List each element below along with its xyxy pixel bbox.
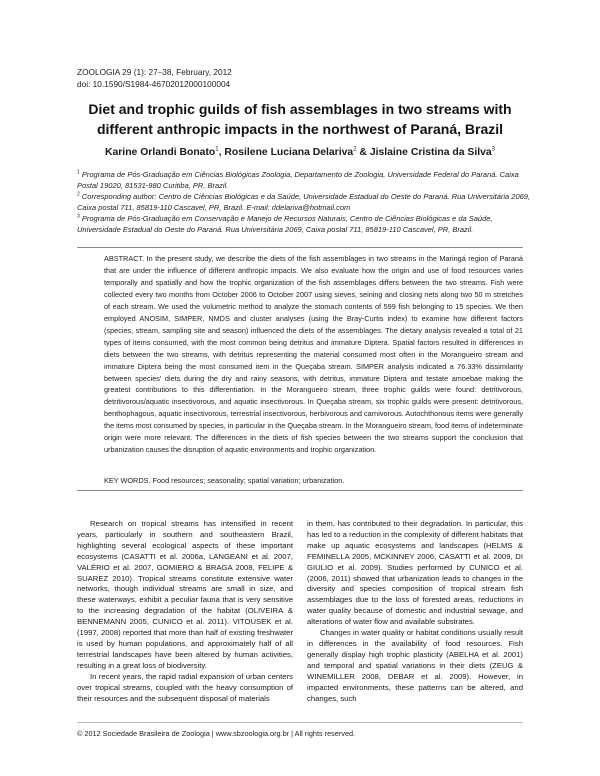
footer-rule <box>77 722 523 723</box>
author-name: Karine Orlandi Bonato <box>104 147 216 158</box>
affiliation-mark: 3 <box>77 213 80 220</box>
author-name: Jislaine Cristina da Silva <box>369 147 492 158</box>
author-list <box>60 146 540 160</box>
journal-citation: ZOOLOGIA 29 (1): 27–38, February, 2012 <box>77 67 232 77</box>
abstract-bottom-rule <box>77 490 523 491</box>
affiliation-text: Programa de Pós-Graduação em Conservação e Manejo de Recursos Naturais, Centro de Ciências Biológicas e da Saúde, Universidade Estadual do Oeste do Paraná. Rua Universitária 2069, Caixa postal 711, 85819-110 Cascavel, PR, Brazil. <box>77 214 493 234</box>
author-affil-mark: 1 <box>215 146 219 153</box>
body-paragraph: In recent years, the rapid radial expansion of urban centers over tropical streams, coupled with the heavy consumption of their resources and the subsequent disposal of materials <box>77 671 293 703</box>
author-affil-mark: 3 <box>491 146 496 153</box>
article-title: Diet and trophic guilds of fish assemblages in two streams with different anthropic impacts in the northwest of Paraná, Brazil <box>88 101 512 137</box>
affiliation-item <box>77 169 532 191</box>
body-columns <box>77 519 523 709</box>
body-paragraph: in them, has contributed to their degradation. In particular, this has led to a reduction in the complexity of different habitats that make up aquatic ecosystems and landscapes (HELMS & FEMINELLA 2005, MCKINNEY 2006, CASATTI et al. 2009, DI GIULIO et al. 2009). Studies performed by CUNICO et al. (2006, 2011) showed that urbanization leads to changes in the diversity and species composition of tropical stream fish assemblages due to the loss of forested areas, reductions in water quality because of domestic and industrial sewage, and alterations of water flow and available substrates. <box>307 519 523 627</box>
affiliation-mark: 2 <box>77 191 80 198</box>
body-paragraph: Research on tropical streams has intensified in recent years, particularly in southern and southeastern Brazil, highlighting several ecological aspects of these important ecosystems (CASATTI et al. 2006a, LANGEANI et al. 2007, VALÉRIO et al. 2007, GOMIERO & BRAGA 2008, FELIPE & SUAREZ 2010). Tropical streams constitute extensive water networks, though individual streams are small in size, and these waterways, exhibit a peculiar fauna that is very sensitive to the increasing degradation of the habitat (OLIVEIRA & BENNEMANN 2005, CUNICO et al. 2011). VITOUSEK et al. (1997, 2008) reported that more than half of existing freshwater is used by human populations, and approximately half of all terrestrial landscapes have been altered by human activities, resulting in a great loss of biodiversity. <box>77 519 293 670</box>
abstract-text: ABSTRACT. In the present study, we describe the diets of the fish assemblages in two streams in the Maringá region of Paraná that are under the influence of different anthropic impacts. We also evaluate how the origin and use of food resources varies temporally and spatially and how the trophic organization of the fish assemblages differs between the two streams. Fish were collected every two months from October 2006 to October 2007 using sieves, seining and closing nets along two 50 m stretches of each stream. We used the volumetric method to analyze the stomach contents of 599 fish belonging to 15 species. We then employed ANOSIM, SIMPER, NMDS and cluster analyses (using the Bray-Curtis index) to examine how different factors (species, stream, sampling site and season) influenced the diets of the assemblages. The dietary analysis revealed a total of 21 types of items consumed, with the most common being detritus and immature Diptera. Spatial factors resulted in differences in diets between the two streams, with detritus representing the material consumed most often in the Morangueiro stream and immature Diptera being the most consumed item in the Queçaba stream. SIMPER analysis indicated a 76.33% dissimilarity between species' diets during the dry and rainy seasons, with detritus, immature Diptera and testate amoebae making the greatest contributions to this differentiation. In the Morangueiro stream, three trophic guilds were found: detritivorous, detritivorous/aquatic insectivorous, and aquatic insectivorous. In Queçaba stream, six trophic guilds were present: detritivorous, benthophagous, aquatic insectivorous, terrestrial insectivorous, herbivorous and carnivorous. Autochthonous items were generally the items most consumed by species, in particular in the Queçaba stream. In the Morangueiro stream, food items of indeterminate origin were more relevant. The differences in the diets of fish species between the two streams support the conclusion that urbanization causes the disruption of aquatic environments and trophic organization. <box>104 254 523 455</box>
affiliation-text: Corresponding author: Centro de Ciências Biológicas e da Saúde, Universidade Estadual do Oeste do Paraná. Rua Universitária 2069, Caixa postal 711, 85819-110 Cascavel, PR, Brazil. E-mail: rldelariva@hotmail.com <box>77 192 531 212</box>
body-paragraph: Changes in water quality or habitat conditions usually result in differences in the availability of food resources. Fish generally display high trophic plasticity (ABELHA et al. 2001) and temporal and spatial variations in their diets (ZEUG & WINEMILLER 2008, DEBAR et al. 2009). However, in impacted environments, these patterns can be altered, and changes, such <box>307 628 523 703</box>
affiliations <box>77 169 532 235</box>
author-separator: , <box>218 147 225 158</box>
author-affil-mark: 2 <box>353 146 357 153</box>
copyright-footer: © 2012 Sociedade Brasileira de Zoologia | www.sbzoologia.org.br | All rights reserved. <box>77 729 356 738</box>
affiliation-text: Programa de Pós-Graduação em Ciências Biológicas Zoologia, Departamento de Zoologia, Universidade Federal do Paraná. Caixa Postal 19020, 81531-980 Curitiba, PR, Brazil. <box>77 170 519 190</box>
abstract-top-rule <box>77 247 523 248</box>
affiliation-item <box>77 213 532 235</box>
author-separator: & <box>356 147 370 158</box>
body-column-right <box>307 519 523 709</box>
keywords-line: KEY WORDS. Food resources; seasonality; spatial variation; urbanization. <box>104 476 345 485</box>
affiliation-item <box>77 191 532 213</box>
author-name: Rosilene Luciana Delariva <box>224 147 354 158</box>
doi-line: doi: 10.1590/S1984-46702012000100004 <box>77 79 231 89</box>
journal-header <box>77 66 232 90</box>
affiliation-mark: 1 <box>77 169 80 176</box>
body-column-left <box>77 519 293 709</box>
